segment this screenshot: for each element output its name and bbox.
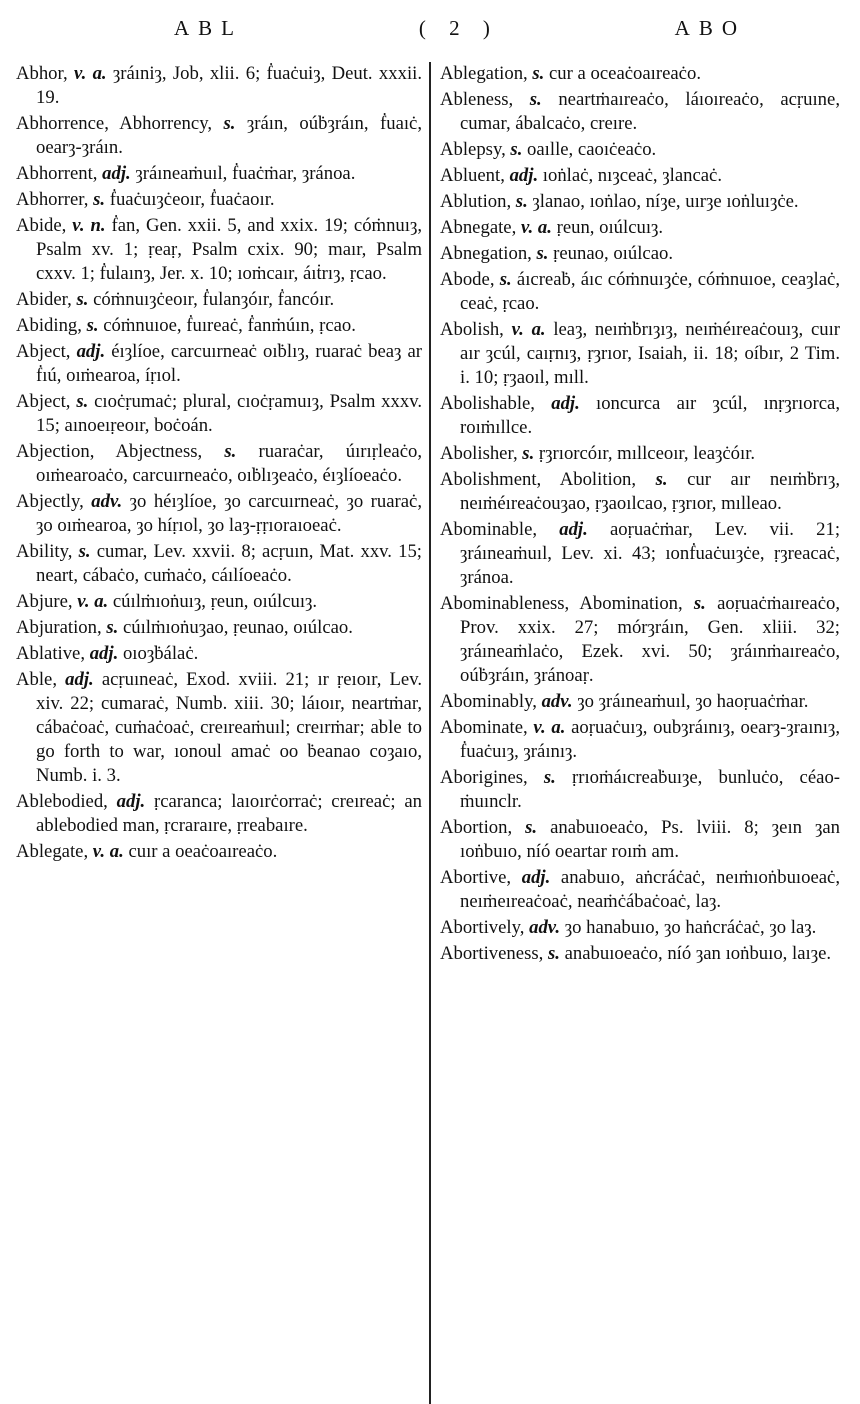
- headword: Abiding,: [16, 315, 82, 336]
- dictionary-entry: [440, 518, 840, 590]
- dictionary-entry: [16, 162, 422, 186]
- dictionary-entry: [16, 112, 422, 160]
- dictionary-entry: [440, 716, 840, 764]
- headword: Able,: [16, 669, 57, 690]
- dictionary-entry: [440, 468, 840, 516]
- headword: Abolish,: [440, 319, 504, 340]
- part-of-speech: s.: [93, 189, 106, 210]
- part-of-speech: s.: [529, 89, 542, 110]
- part-of-speech: v. a.: [511, 319, 546, 340]
- dictionary-entry: [16, 340, 422, 388]
- dictionary-entry: [440, 816, 840, 864]
- dictionary-entry: [16, 590, 422, 614]
- definition: ṛcaranca; laıoırċorraċ; creıreaċ; an ablebodied man, ṛcraraıre, ṛreabaıre.: [36, 791, 423, 836]
- part-of-speech: s.: [693, 593, 706, 614]
- dictionary-entry: [440, 216, 840, 240]
- headword: Abhorrer,: [16, 189, 89, 210]
- dictionary-entry: [440, 942, 840, 966]
- definition: ȝráıniȝ, Job, xlii. 6; ḟuaċuiȝ, Deut. xxxii. 19.: [36, 63, 422, 108]
- headword: Abhorrent,: [16, 163, 98, 184]
- dictionary-entry: [440, 268, 840, 316]
- part-of-speech: adv.: [91, 491, 123, 512]
- part-of-speech: adj.: [116, 791, 146, 812]
- definition: cóṁnuıoe, ḟuıreaċ, ḟanṁúın, ṛcao.: [103, 315, 356, 336]
- part-of-speech: s.: [106, 617, 119, 638]
- definition: cóṁnuıȝċeoır, ḟulanȝóır, ḟancóır.: [93, 289, 335, 310]
- page-number: ( 2 ): [418, 15, 499, 40]
- part-of-speech: s.: [223, 113, 236, 134]
- dictionary-entry: [16, 390, 422, 438]
- headword: Abominable,: [440, 519, 538, 540]
- definition: oıoȝḃálaċ.: [122, 643, 199, 664]
- headword: Abolishable,: [440, 393, 535, 414]
- part-of-speech: adj.: [89, 643, 119, 664]
- dictionary-entry: [440, 392, 840, 440]
- definition: áıcreaḃ, áıc cóṁnuıȝċe, cóṁnuıoe, ceaȝlaċ, ceaċ, ṛcao.: [460, 269, 841, 314]
- part-of-speech: s.: [547, 943, 560, 964]
- headword: Abject,: [16, 341, 71, 362]
- header-right-guideword: ABO: [674, 15, 746, 40]
- definition: cúılṁıoṅuıȝ, ṛeun, oıúlcuıȝ.: [112, 591, 318, 612]
- headword: Abjuration,: [16, 617, 102, 638]
- dictionary-entry: [440, 62, 840, 86]
- dictionary-entry: [16, 62, 422, 110]
- dictionary-entry: [440, 190, 840, 214]
- part-of-speech: adj.: [551, 393, 580, 414]
- definition: ȝo héıȝlíoe, ȝo carcuırneaċ, ȝo ruaraċ, ȝo oıṁearoa, ȝo híṛıol, ȝo laȝ-ṛṛıoraıoeaċ.: [36, 491, 423, 536]
- part-of-speech: s.: [655, 469, 668, 490]
- definition: neartṁaıreaċo, láıoıreaċo, acṛuıne, cumar, ábalcaċo, creıre.: [460, 89, 840, 134]
- dictionary-entry: [440, 592, 840, 688]
- dictionary-entry: [16, 288, 422, 312]
- headword: Abode,: [440, 269, 495, 290]
- headword: Abnegate,: [440, 217, 517, 238]
- definition: anabuıo, aṅcráċaċ, neıṁıoṅbuıoeaċ, neıṁeıreaċoaċ, neaṁċábaċoaċ, laȝ.: [460, 867, 841, 912]
- headword: Ablegation,: [440, 63, 528, 84]
- headword: Abortion,: [440, 817, 513, 838]
- part-of-speech: adj.: [65, 669, 94, 690]
- headword: Ability,: [16, 541, 73, 562]
- part-of-speech: s.: [76, 391, 89, 412]
- part-of-speech: s.: [532, 63, 545, 84]
- part-of-speech: s.: [522, 443, 535, 464]
- right-column: [430, 62, 846, 968]
- definition: ȝo ȝráıneaṁuıl, ȝo haoṛuaċṁar.: [577, 691, 809, 712]
- dictionary-entry: [16, 668, 422, 788]
- part-of-speech: s.: [525, 817, 538, 838]
- definition: cur a oceaċoaıreaċo.: [549, 63, 701, 84]
- part-of-speech: v. n.: [72, 215, 106, 236]
- definition: ṛeun, oıúlcuıȝ.: [556, 217, 664, 238]
- headword: Abominableness, Abomination,: [440, 593, 683, 614]
- definition: ıoncurca aır ȝcúl, ınṛȝrıorca, roıṁıllce.: [460, 393, 841, 438]
- part-of-speech: s.: [76, 289, 89, 310]
- definition: ȝráıneaṁuıl, ḟuaċṁar, ȝránoa.: [135, 163, 356, 184]
- headword: Abominate,: [440, 717, 528, 738]
- part-of-speech: adv.: [529, 917, 561, 938]
- headword: Ablegate,: [16, 841, 89, 862]
- dictionary-entry: [440, 690, 840, 714]
- definition: ȝlanao, ıoṅlao, níȝe, uırȝe ıoṅluıȝċe.: [532, 191, 799, 212]
- headword: Abjection, Abjectness,: [16, 441, 203, 462]
- part-of-speech: s.: [515, 191, 528, 212]
- headword: Abnegation,: [440, 243, 532, 264]
- part-of-speech: v. a.: [520, 217, 552, 238]
- headword: Ablebodied,: [16, 791, 108, 812]
- page-header: [14, 0, 846, 56]
- definition: oaılle, caoıċeaċo.: [527, 139, 657, 160]
- part-of-speech: adj.: [76, 341, 106, 362]
- part-of-speech: s.: [510, 139, 523, 160]
- dictionary-entry: [440, 866, 840, 914]
- part-of-speech: s.: [499, 269, 512, 290]
- headword: Abide,: [16, 215, 67, 236]
- headword: Abolishment, Abolition,: [440, 469, 637, 490]
- dictionary-entry: [440, 766, 840, 814]
- headword: Abortive,: [440, 867, 512, 888]
- definition: ṛeunao, oıúlcao.: [553, 243, 674, 264]
- dictionary-entry: [16, 540, 422, 588]
- dictionary-entry: [440, 138, 840, 162]
- definition: ḟan, Gen. xxii. 5, and xxix. 19; cóṁnuıȝ, Psalm xv. 1; ṛeaṛ, Psalm cxix. 90; maır, Psalm cxxv. 1; ḟulaınȝ, Jer. x. 10; ıoṁcaır, áıṫrıȝ, ṛcao.: [36, 215, 423, 284]
- definition: ȝo hanabuıo, ȝo haṅcráċaċ, ȝo laȝ.: [564, 917, 817, 938]
- headword: Abominably,: [440, 691, 537, 712]
- part-of-speech: s.: [78, 541, 91, 562]
- part-of-speech: v. a.: [92, 841, 124, 862]
- headword: Abject,: [16, 391, 71, 412]
- definition: ȝráın, oúḃȝráın, ḟuaıċ, oearȝ-ȝráın.: [36, 113, 423, 158]
- headword: Abider,: [16, 289, 72, 310]
- part-of-speech: adj.: [521, 867, 551, 888]
- dictionary-entry: [16, 440, 422, 488]
- dictionary-entry: [16, 314, 422, 338]
- dictionary-entry: [440, 88, 840, 136]
- headword: Abluent,: [440, 165, 505, 186]
- definition: aoṛuaċṁaıreaċo, Prov. xxix. 27; mórȝráın, Gen. xliii. 32; ȝráıneaṁlaċo, Ezek. xvi. 50; ȝráınṁaıreaċo, oúḃȝráın, ȝránoaṛ.: [460, 593, 841, 686]
- headword: Aborigines,: [440, 767, 528, 788]
- headword: Ableness,: [440, 89, 514, 110]
- header-left-guideword: ABL: [174, 15, 243, 40]
- headword: Abortively,: [440, 917, 525, 938]
- left-column: [14, 62, 430, 968]
- headword: Abhor,: [16, 63, 68, 84]
- headword: Abjectly,: [16, 491, 84, 512]
- definition: cur aır neıṁḃrıȝ, neıṁéıreaċouȝao, ṛȝaoılcao, ṛȝrıor, mılleao.: [460, 469, 841, 514]
- headword: Ablepsy,: [440, 139, 506, 160]
- definition: ıoṅlaċ, nıȝceaċ, ȝlancaċ.: [542, 165, 723, 186]
- dictionary-entry: [16, 790, 422, 838]
- definition: leaȝ, neıṁḃrıȝıȝ, neıṁéıreaċouıȝ, cuır aır ȝcúl, caıṛnıȝ, ṛȝrıor, Isaiah, ii. 18; oíbır, 2 Tim. i. 10; ṛȝaoıl, mıll.: [460, 319, 840, 388]
- headword: Ablution,: [440, 191, 512, 212]
- dictionary-entry: [440, 916, 840, 940]
- dictionary-entry: [440, 442, 840, 466]
- headword: Abolisher,: [440, 443, 518, 464]
- part-of-speech: adj.: [559, 519, 588, 540]
- definition: ḟuaċuıȝċeoır, ḟuaċaoır.: [109, 189, 275, 210]
- part-of-speech: s.: [224, 441, 237, 462]
- dictionary-entry: [16, 214, 422, 286]
- headword: Abortiveness,: [440, 943, 544, 964]
- definition: anabuıoeaċo, Ps. lviii. 8; ȝeın ȝan ıoṅbuıo, níó oeartar roıṁ am.: [460, 817, 841, 862]
- definition: acṛuıneaċ, Exod. xviii. 21; ır ṛeıoır, Lev. xiv. 22; cumaraċ, Numb. xiii. 30; láıoır, neartṁar, cábaċoaċ, cuṁaċoaċ, creıreaṁuıl; creırṁar; able to go forth to war, ıonoul amaċ oo ḃeanao coȝaıo, Numb. i. 3.: [36, 669, 423, 786]
- part-of-speech: v. a.: [533, 717, 566, 738]
- part-of-speech: s.: [536, 243, 549, 264]
- headword: Ablative,: [16, 643, 86, 664]
- column-divider: [429, 62, 431, 1404]
- part-of-speech: v. a.: [74, 63, 107, 84]
- definition: aoṛuaċuıȝ, oubȝráınıȝ, oearȝ-ȝraınıȝ, ḟuaċuıȝ, ȝráınıȝ.: [460, 717, 840, 762]
- part-of-speech: v. a.: [77, 591, 109, 612]
- dictionary-entry: [16, 490, 422, 538]
- definition: cumar, Lev. xxvii. 8; acṛuın, Mat. xxv. 15; neart, cábaċo, cuṁaċo, cáılíoeaċo.: [36, 541, 422, 586]
- dictionary-entry: [16, 616, 422, 640]
- definition: anabuıoeaċo, níó ȝan ıoṅbuıo, laıȝe.: [564, 943, 832, 964]
- definition: cúılṁıoṅuȝao, ṛeunao, oıúlcao.: [122, 617, 353, 638]
- headword: Abhorrence, Abhorrency,: [16, 113, 212, 134]
- headword: Abjure,: [16, 591, 73, 612]
- definition: ṛȝrıorcóır, mıllceoır, leaȝċóır.: [538, 443, 756, 464]
- two-column-body: [14, 62, 846, 968]
- dictionary-entry: [440, 318, 840, 390]
- definition: cuır a oeaċoaıreaċo.: [128, 841, 278, 862]
- part-of-speech: adv.: [541, 691, 573, 712]
- part-of-speech: adj.: [509, 165, 539, 186]
- part-of-speech: adj.: [102, 163, 131, 184]
- definition: aoṛuaċṁar, Lev. vii. 21; ȝráıneaṁuıl, Lev. xi. 43; ıonḟuaċuıȝċe, ṛȝreacaċ, ȝránoa.: [460, 519, 841, 588]
- dictionary-entry: [16, 188, 422, 212]
- definition: ṛrıoṁáıcreaḃuıȝe, bunluċo, céao-ṁuınclr.: [460, 767, 841, 812]
- part-of-speech: s.: [86, 315, 99, 336]
- definition: cıoċṛumaċ; plural, cıoċṛamuıȝ, Psalm xxxv. 15; aınoeıṛeoır, boċoán.: [36, 391, 423, 436]
- dictionary-entry: [440, 242, 840, 266]
- dictionary-entry: [440, 164, 840, 188]
- definition: éıȝlíoe, carcuırneaċ oıḃlıȝ, ruaraċ beaȝ ar ḟıú, oıṁearoa, íṛıol.: [36, 341, 423, 386]
- part-of-speech: s.: [543, 767, 556, 788]
- definition: ruaraċar, úırıṛleaċo, oıṁearoaċo, carcuırneaċo, oıḃlıȝeaċo, éıȝlíoeaċo.: [36, 441, 423, 486]
- dictionary-entry: [16, 642, 422, 666]
- dictionary-entry: [16, 840, 422, 864]
